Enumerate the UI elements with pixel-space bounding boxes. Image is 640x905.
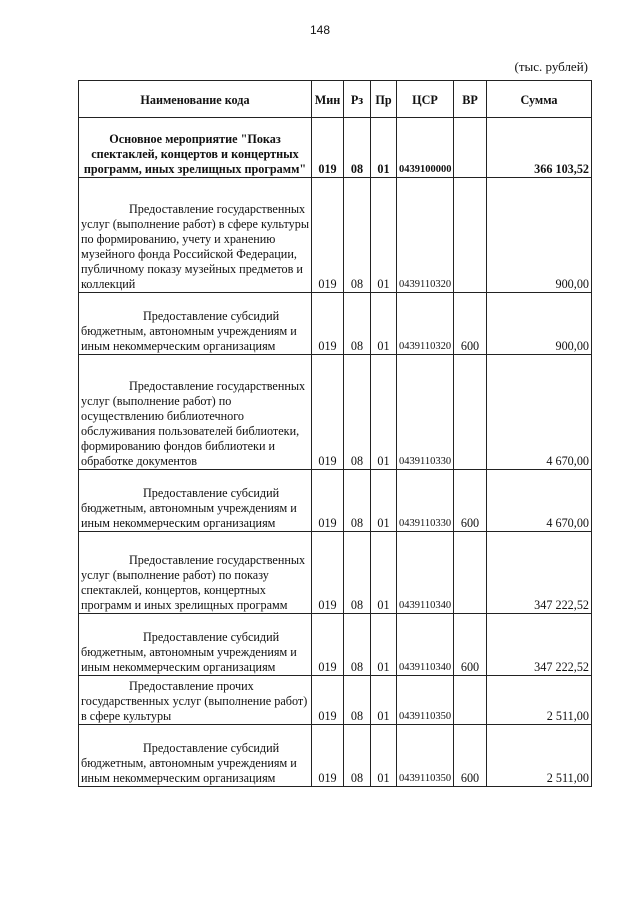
row-rz: 08: [344, 293, 371, 355]
header-vr: ВР: [454, 81, 487, 118]
row-pr: 01: [371, 614, 397, 676]
row-rz: 08: [344, 178, 371, 293]
row-min: 019: [312, 470, 344, 532]
row-pr: 01: [371, 676, 397, 725]
table-row: [79, 355, 592, 470]
row-rz: 08: [344, 532, 371, 614]
row-sum: 347 222,52: [487, 614, 592, 676]
row-sum: 4 670,00: [487, 355, 592, 470]
row-name: Предоставление субсидий бюджетным, автономным учреждениям и иным некоммерческим организациям: [81, 630, 297, 674]
row-min: 019: [312, 293, 344, 355]
row-vr: [454, 118, 487, 178]
row-min: 019: [312, 614, 344, 676]
row-sum: 347 222,52: [487, 532, 592, 614]
row-vr: 600: [454, 293, 487, 355]
table-row: [79, 178, 592, 293]
row-rz: 08: [344, 676, 371, 725]
row-csr: 0439110350: [397, 676, 454, 725]
header-csr: ЦСР: [397, 81, 454, 118]
row-min: 019: [312, 676, 344, 725]
row-min: 019: [312, 355, 344, 470]
table-row: [79, 118, 592, 178]
row-sum: 2 511,00: [487, 676, 592, 725]
table-row: [79, 676, 592, 725]
header-name: Наименование кода: [79, 81, 312, 118]
row-csr: 0439110350: [397, 725, 454, 787]
row-sum: 900,00: [487, 178, 592, 293]
row-vr: [454, 532, 487, 614]
budget-table: [78, 80, 592, 787]
page-number: 148: [309, 23, 331, 37]
table-row: [79, 614, 592, 676]
row-name: Предоставление субсидий бюджетным, автономным учреждениям и иным некоммерческим организациям: [81, 741, 297, 785]
row-rz: 08: [344, 614, 371, 676]
row-csr: 0439110340: [397, 532, 454, 614]
row-pr: 01: [371, 293, 397, 355]
row-min: 019: [312, 178, 344, 293]
table-row: [79, 532, 592, 614]
row-csr: 0439110340: [397, 614, 454, 676]
row-name: Предоставление субсидий бюджетным, автономным учреждениям и иным некоммерческим организациям: [81, 486, 297, 530]
header-sum: Сумма: [487, 81, 592, 118]
row-min: 019: [312, 532, 344, 614]
row-name: Предоставление государственных услуг (выполнение работ) в сфере культуры по формированию, учету и хранению музейного фонда Российской Федерации, публичному показу музейных предметов и коллекций: [81, 202, 310, 291]
row-vr: 600: [454, 470, 487, 532]
row-vr: [454, 178, 487, 293]
row-vr: [454, 355, 487, 470]
table-header-row: [79, 81, 592, 118]
row-vr: 600: [454, 725, 487, 787]
row-name: Предоставление субсидий бюджетным, автономным учреждениям и иным некоммерческим организациям: [81, 309, 297, 353]
row-pr: 01: [371, 532, 397, 614]
row-name: Предоставление прочих государственных услуг (выполнение работ) в сфере культуры: [81, 679, 308, 723]
row-pr: 01: [371, 118, 397, 178]
row-csr: 0439100000: [397, 118, 454, 178]
row-pr: 01: [371, 470, 397, 532]
row-sum: 366 103,52: [487, 118, 592, 178]
row-vr: 600: [454, 614, 487, 676]
row-rz: 08: [344, 725, 371, 787]
table-row: [79, 725, 592, 787]
row-sum: 4 670,00: [487, 470, 592, 532]
row-pr: 01: [371, 725, 397, 787]
row-csr: 0439110330: [397, 470, 454, 532]
table-row: [79, 470, 592, 532]
header-min: Мин: [312, 81, 344, 118]
row-csr: 0439110320: [397, 293, 454, 355]
row-pr: 01: [371, 355, 397, 470]
header-rz: Рз: [344, 81, 371, 118]
row-csr: 0439110330: [397, 355, 454, 470]
row-sum: 2 511,00: [487, 725, 592, 787]
row-rz: 08: [344, 355, 371, 470]
row-csr: 0439110320: [397, 178, 454, 293]
row-vr: [454, 676, 487, 725]
row-pr: 01: [371, 178, 397, 293]
units-label: (тыс. рублей): [514, 59, 588, 74]
row-name: Предоставление государственных услуг (выполнение работ) по показу спектаклей, концертов, концертных программ и иных зрелищных программ: [81, 553, 306, 612]
row-rz: 08: [344, 118, 371, 178]
row-min: 019: [312, 725, 344, 787]
row-min: 019: [312, 118, 344, 178]
header-pr: Пр: [371, 81, 397, 118]
table-row: [79, 293, 592, 355]
row-sum: 900,00: [487, 293, 592, 355]
row-rz: 08: [344, 470, 371, 532]
row-name: Предоставление государственных услуг (выполнение работ) по осуществлению библиотечного обслуживания пользователей библиотеки, формированию фондов библиотеки и обработке документов: [81, 379, 306, 468]
row-name: Основное мероприятие "Показ спектаклей, концертов и концертных программ, иных зрелищных программ": [83, 132, 307, 176]
